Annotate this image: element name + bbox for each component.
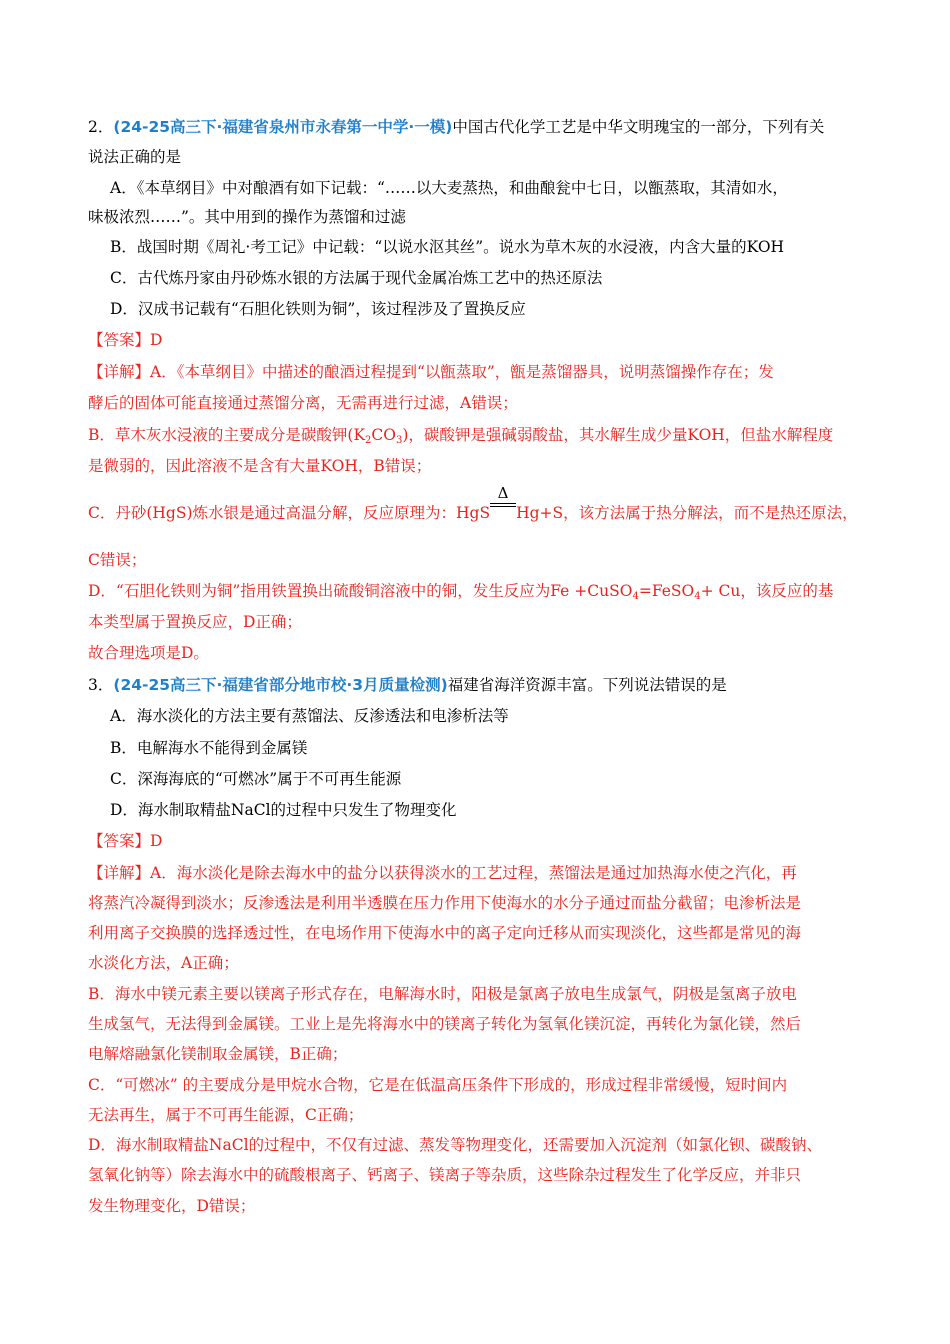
q2-exp-c1-text-end: Hg+S，该方法属于热分解法，而不是热还原法， <box>516 504 858 522</box>
subscript: 3 <box>395 435 403 446</box>
q3-option-d: D．海水制取精盐NaCl的过程中只发生了物理变化 <box>110 801 457 819</box>
heating-equals-sign <box>490 484 516 524</box>
q2-answer: 【答案】D <box>88 331 163 349</box>
q2-exp-b1-formula: CO <box>371 426 396 444</box>
q2-exp-c1-text: C．丹砂(HgS)炼水银是通过高温分解，反应原理为：HgS <box>88 504 491 522</box>
q3-stem: 福建省海洋资源丰富。下列说法错误的是 <box>447 676 727 694</box>
q2-exp-d1-formula: =FeSO <box>638 582 695 600</box>
q3-explanation-b-3: 电解熔融氯化镁制取金属镁，B正确； <box>88 1045 348 1063</box>
q2-explanation-c-2: C错误； <box>88 551 147 569</box>
q2-exp-b1-text: B．草木灰水浸液的主要成分是碳酸钾(K <box>88 426 366 444</box>
q3-explanation-b-1: B．海水中镁元素主要以镁离子形式存在，电解海水时，阳极是氯离子放电生成氯气，阴极是氢离子放电 <box>88 985 797 1003</box>
q2-explanation-b-1 <box>88 424 870 452</box>
subscript: 2 <box>365 435 372 446</box>
q2-option-a-line-2: 味极浓烈……”。其中用到的操作为蒸馏和过滤 <box>88 208 406 226</box>
q3-explanation-a-2: 将蒸汽冷凝得到淡水；反渗透法是利用半透膜在压力作用下使海水的水分子通过而盐分截留；电渗析法是 <box>88 894 802 912</box>
q3-explanation-c-1: C．“可燃冰” 的主要成分是甲烷水合物，它是在低温高压条件下形成的，形成过程非常缓慢，短时间内 <box>88 1076 788 1094</box>
q2-stem-line-1 <box>88 116 870 138</box>
q2-stem-1: 中国古代化学工艺是中华文明瑰宝的一部分，下列有关 <box>452 118 825 136</box>
delta-symbol: Δ <box>497 484 509 502</box>
q3-explanation-d-1: D．海水制取精盐NaCl的过程中，不仅有过滤、蒸发等物理变化，还需要加入沉淀剂（如氯化钡、碳酸钠、 <box>88 1136 823 1154</box>
q2-option-d: D．汉成书记载有“石胆化铁则为铜”，该过程涉及了置换反应 <box>110 300 526 318</box>
q3-explanation-a-1: 【详解】A．海水淡化是除去海水中的盐分以获得淡水的工艺过程，蒸馏法是通过加热海水使之汽化，再 <box>88 864 797 882</box>
q3-answer: 【答案】D <box>88 832 163 850</box>
q3-explanation-b-2: 生成氢气，无法得到金属镁。工业上是先将海水中的镁离子转化为氢氧化镁沉淀，再转化为氯化镁，然后 <box>88 1015 802 1033</box>
q3-explanation-a-4: 水淡化方法，A正确； <box>88 954 239 972</box>
q3-explanation-d-2: 氢氧化钠等）除去海水中的硫酸根离子、钙离子、镁离子等杂质，这些除杂过程发生了化学反应，并非只 <box>88 1166 802 1184</box>
q2-exp-d1-text: D．“石胆化铁则为铜”指用铁置换出硫酸铜溶液中的铜，发生反应为Fe +CuSO <box>88 582 633 600</box>
subscript: 4 <box>632 591 639 602</box>
q2-explanation-a-1: 【详解】A．《本草纲目》中描述的酿酒过程提到“以甑蒸取”，甑是蒸馏器具，说明蒸馏操作存在；发 <box>88 363 774 381</box>
q3-stem-line <box>88 674 870 696</box>
q2-option-a-line-1: A．《本草纲目》中对酿酒有如下记载：“……以大麦蒸热，和曲酿瓮中七日，以甑蒸取，其清如水， <box>110 179 788 197</box>
q2-explanation-c-1 <box>88 484 870 524</box>
q2-number: 2． <box>88 118 114 136</box>
q2-exp-d1-text-end: + Cu，该反应的基 <box>700 582 834 600</box>
q3-option-b: B．电解海水不能得到金属镁 <box>110 739 308 757</box>
q2-explanation-a-2: 酵后的固体可能直接通过蒸馏分离，无需再进行过滤，A错误； <box>88 394 518 412</box>
q3-explanation-c-2: 无法再生，属于不可再生能源，C正确； <box>88 1106 364 1124</box>
q2-explanation-b-2: 是微弱的，因此溶液不是含有大量KOH，B错误； <box>88 457 432 475</box>
subscript: 4 <box>694 591 701 602</box>
q2-explanation-end: 故合理选项是D。 <box>88 644 209 662</box>
q3-explanation-d-3: 发生物理变化，D错误； <box>88 1197 256 1215</box>
q3-explanation-a-3: 利用离子交换膜的选择透过性，在电场作用下使海水中的离子定向迁移从而实现淡化，这些都是常见的海 <box>88 924 802 942</box>
q2-option-c: C．古代炼丹家由丹砂炼水银的方法属于现代金属冶炼工艺中的热还原法 <box>110 269 603 287</box>
q2-stem-line-2: 说法正确的是 <box>88 148 182 166</box>
q2-explanation-d-2: 本类型属于置换反应，D正确； <box>88 613 302 631</box>
q3-option-a: A．海水淡化的方法主要有蒸馏法、反渗透法和电渗析法等 <box>110 707 509 725</box>
q2-source: (24-25高三下·福建省泉州市永春第一中学·一模) <box>113 118 453 136</box>
q2-option-b: B．战国时期《周礼·考工记》中记载：“以说水沤其丝”。说水为草木灰的水浸液，内含大量的KOH <box>110 238 785 256</box>
q2-explanation-d-1 <box>88 580 870 608</box>
q3-number: 3． <box>88 676 114 694</box>
q3-source: (24-25高三下·福建省部分地市校·3月质量检测) <box>113 676 448 694</box>
q2-exp-b1-text-end: )，碳酸钾是强碱弱酸盐，其水解生成少量KOH，但盐水解程度 <box>402 426 834 444</box>
q3-option-c: C．深海海底的“可燃冰”属于不可再生能源 <box>110 770 402 788</box>
